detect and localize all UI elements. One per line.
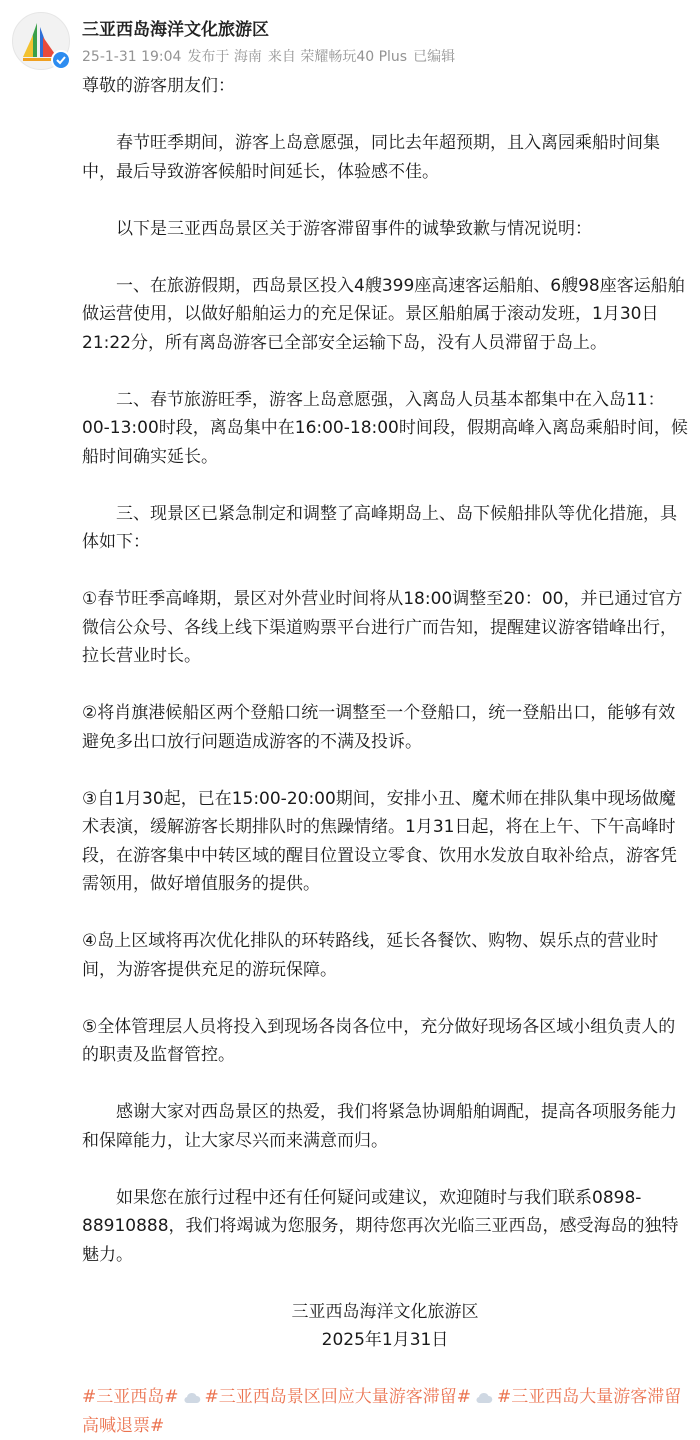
measure-4: ④岛上区域将再次优化排队的环转路线，延长各餐饮、购物、娱乐点的营业时间，为游客提供充足的游玩保障。 bbox=[82, 931, 659, 980]
measure-5: ⑤全体管理层人员将投入到现场各岗各位中，充分做好现场各区域小组负责人的的职责及监督管控。 bbox=[82, 1016, 676, 1065]
edited-label[interactable]: 已编辑 bbox=[413, 49, 456, 65]
post-header bbox=[0, 0, 700, 78]
post-time: 25-1-31 19:04 bbox=[82, 49, 182, 65]
measure-3: ③自1月30起，已在15:00-20:00期间，安排小丑、魔术师在排队集中现场做魔术表演，缓解游客长期排队时的焦躁情绪。1月31日起，将在上午、下午高峰时段，在游客集中中转区域的醒目位置设立零食、饮用水发放自取补给点，游客凭需领用，做好增值服务的提供。 bbox=[82, 788, 677, 894]
paragraph-5: 三、现景区已紧急制定和调整了高峰期岛上、岛下候船排队等优化措施，具体如下： bbox=[82, 503, 677, 552]
paragraph-3: 一、在旅游假期，西岛景区投入4艘399座高速客运船舶、6艘98座客运船舶做运营使用，以做好船舶运力的充足保证。景区船舶属于滚动发班，1月30日21:22分，所有离岛游客已全部安全运输下岛，没有人员滞留于岛上。 bbox=[82, 275, 685, 353]
thanks-paragraph: 感谢大家对西岛景区的热爱，我们将紧急协调船舶调配，提高各项服务能力和保障能力，让大家尽兴而来满意而归。 bbox=[82, 1102, 677, 1151]
greeting: 尊敬的游客朋友们： bbox=[82, 76, 235, 96]
verified-badge-icon bbox=[51, 50, 71, 70]
contact-paragraph: 如果您在旅行过程中还有任何疑问或建议，欢迎随时与我们联系0898-88910888，我们将竭诚为您服务，期待您再次光临三亚西岛，感受海岛的独特魅力。 bbox=[82, 1187, 679, 1265]
hashtag-link[interactable]: #三亚西岛# bbox=[82, 1387, 179, 1407]
author-name[interactable]: 三亚西岛海洋文化旅游区 bbox=[82, 20, 269, 40]
measure-1: ①春节旺季高峰期，景区对外营业时间将从18:00调整至20：00，并已通过官方微信公众号、各线上线下渠道购票平台进行广而告知，提醒建议游客错峰出行，拉长营业时长。 bbox=[82, 589, 683, 666]
signature-org: 三亚西岛海洋文化旅游区 bbox=[291, 1301, 479, 1322]
cloud-icon bbox=[475, 1391, 493, 1405]
hashtag-line bbox=[82, 1383, 688, 1440]
post-device: 来自 荣耀畅玩40 Plus bbox=[267, 49, 408, 65]
hashtag-link[interactable]: #三亚西岛景区回应大量游客滞留# bbox=[204, 1387, 471, 1407]
measure-2: ②将肖旗港候船区两个登船口统一调整至一个登船口，统一登船出口，能够有效避免多出口放行问题造成游客的不满及投诉。 bbox=[82, 703, 676, 752]
post-meta bbox=[82, 46, 461, 66]
signature-date: 2025年1月31日 bbox=[321, 1330, 449, 1350]
hashtag-link[interactable]: #三亚西岛大量游客滞留高喊退票# bbox=[82, 1387, 682, 1436]
post-body bbox=[82, 72, 688, 1440]
paragraph-1: 春节旺季期间，游客上岛意愿强，同比去年超预期，且入离园乘船时间集中，最后导致游客候船时间延长，体验感不佳。 bbox=[82, 133, 660, 182]
paragraph-2: 以下是三亚西岛景区关于游客滞留事件的诚挚致歉与情况说明： bbox=[116, 218, 592, 239]
paragraph-4: 二、春节旅游旺季，游客上岛意愿强，入离岛人员基本都集中在入岛11：00-13:00时段，离岛集中在16:00-18:00时间段，假期高峰入离岛乘船时间，候船时间确实延长。 bbox=[82, 389, 688, 467]
cloud-icon bbox=[183, 1391, 201, 1405]
post-location: 发布于 海南 bbox=[187, 49, 262, 65]
